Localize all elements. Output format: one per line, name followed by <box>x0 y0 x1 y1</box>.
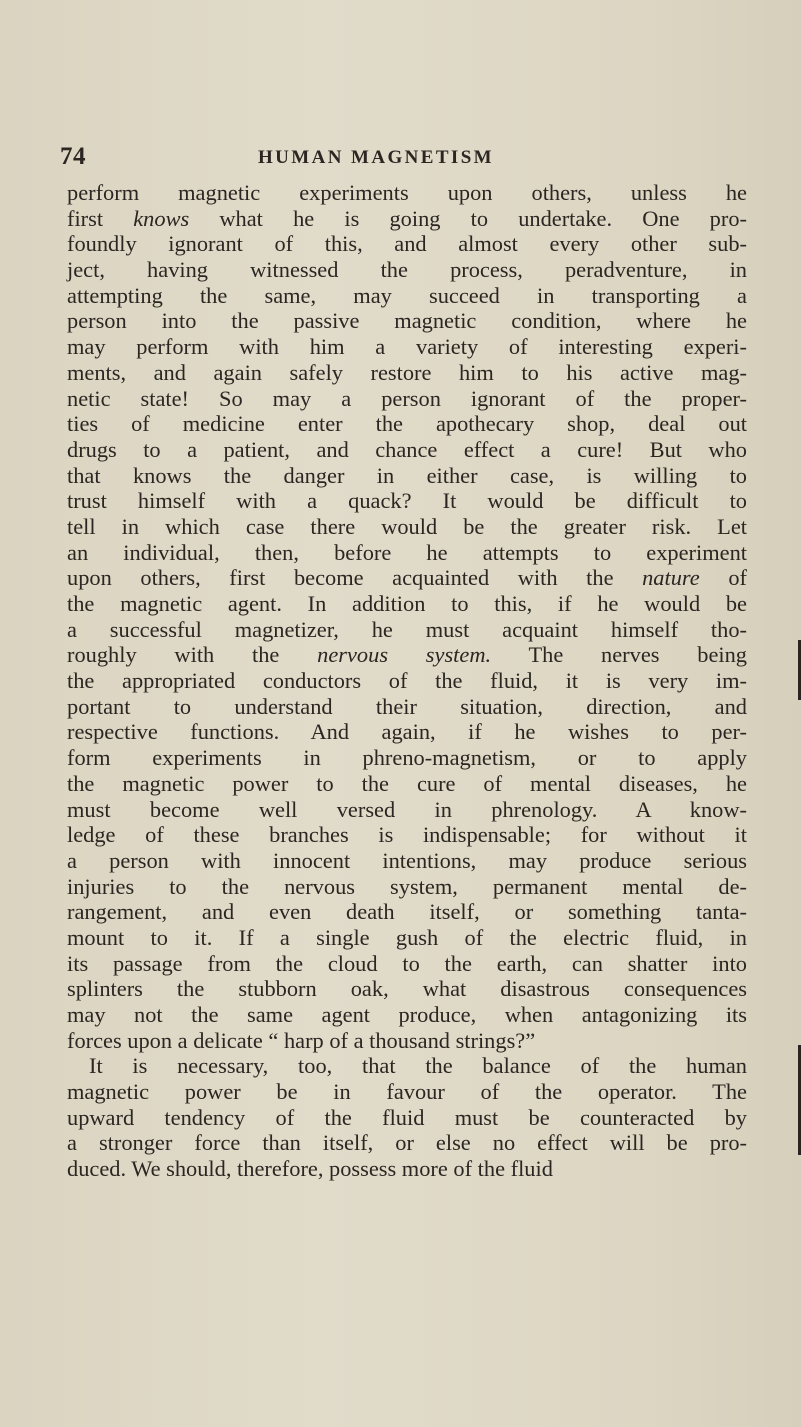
text-line: the magnetic power to the cure of mental diseases, he <box>67 770 747 796</box>
text-line: duced. We should, therefore, possess more of the fluid <box>67 1156 553 1182</box>
text-line: rangement, and even death itself, or something tanta- <box>67 899 747 925</box>
page-header <box>60 143 740 173</box>
text-line: person into the passive magnetic condition, where he <box>67 308 747 334</box>
text-line: ject, having witnessed the process, peradventure, in <box>67 257 747 283</box>
text-line: It is necessary, too, that the balance of the human <box>89 1053 747 1079</box>
text-line: a person with innocent intentions, may produce serious <box>67 847 747 873</box>
text-line: an individual, then, before he attempts to experiment <box>67 539 747 565</box>
text-line: ties of medicine enter the apothecary shop, deal out <box>67 411 747 437</box>
text-line: trust himself with a quack? It would be difficult to <box>67 488 747 514</box>
text-line: form experiments in phreno-magnetism, or to apply <box>67 745 747 771</box>
text-line: may not the same agent produce, when antagonizing its <box>67 1002 747 1027</box>
text-line: its passage from the cloud to the earth, can shatter into <box>67 950 747 976</box>
text-line: first knows what he is going to undertake. One pro- <box>67 205 747 231</box>
running-head: HUMAN MAGNETISM <box>258 147 495 168</box>
text-line: a stronger force than itself, or else no effect will be pro- <box>67 1130 747 1156</box>
text-line: upon others, first become acquainted with the nature of <box>67 565 747 591</box>
text-line: mount to it. If a single gush of the electric fluid, in <box>67 924 747 950</box>
text-line: forces upon a delicate “ harp of a thousand strings?” <box>67 1027 536 1053</box>
text-line: ments, and again safely restore him to his active mag- <box>67 359 747 385</box>
body-text <box>67 180 747 1182</box>
text-line: drugs to a patient, and chance effect a cure! But who <box>67 436 747 462</box>
text-line: portant to understand their situation, direction, and <box>67 693 747 719</box>
italic-phrase: knows <box>133 205 190 231</box>
text-line: magnetic power be in favour of the operator. The <box>67 1079 747 1105</box>
text-line: the appropriated conductors of the fluid, it is very im- <box>67 668 747 694</box>
text-line: may perform with him a variety of interesting experi- <box>67 334 747 360</box>
text-line: attempting the same, may succeed in transporting a <box>67 282 747 308</box>
text-line: a successful magnetizer, he must acquaint himself tho- <box>67 616 747 642</box>
text-line: perform magnetic experiments upon others, unless he <box>67 180 747 205</box>
page-number: 74 <box>60 143 86 170</box>
italic-phrase: nature <box>642 565 700 591</box>
text-line: injuries to the nervous system, permanent mental de- <box>67 873 747 899</box>
text-line: foundly ignorant of this, and almost every other sub- <box>67 231 747 257</box>
text-line: must become well versed in phrenology. A know- <box>67 796 747 822</box>
text-line: splinters the stubborn oak, what disastrous consequences <box>67 976 747 1002</box>
text-line: respective functions. And again, if he wishes to per- <box>67 719 747 745</box>
text-line: roughly with the nervous system. The nerves being <box>67 642 747 668</box>
italic-phrase: nervous system. <box>317 642 492 668</box>
text-line: ledge of these branches is indispensable; for without it <box>67 822 747 848</box>
text-line: tell in which case there would be the greater risk. Let <box>67 513 747 539</box>
text-line: netic state! So may a person ignorant of the proper- <box>67 385 747 411</box>
text-line: upward tendency of the fluid must be counteracted by <box>67 1104 747 1130</box>
text-line: the magnetic agent. In addition to this, if he would be <box>67 591 747 616</box>
text-line: that knows the danger in either case, is willing to <box>67 462 747 488</box>
